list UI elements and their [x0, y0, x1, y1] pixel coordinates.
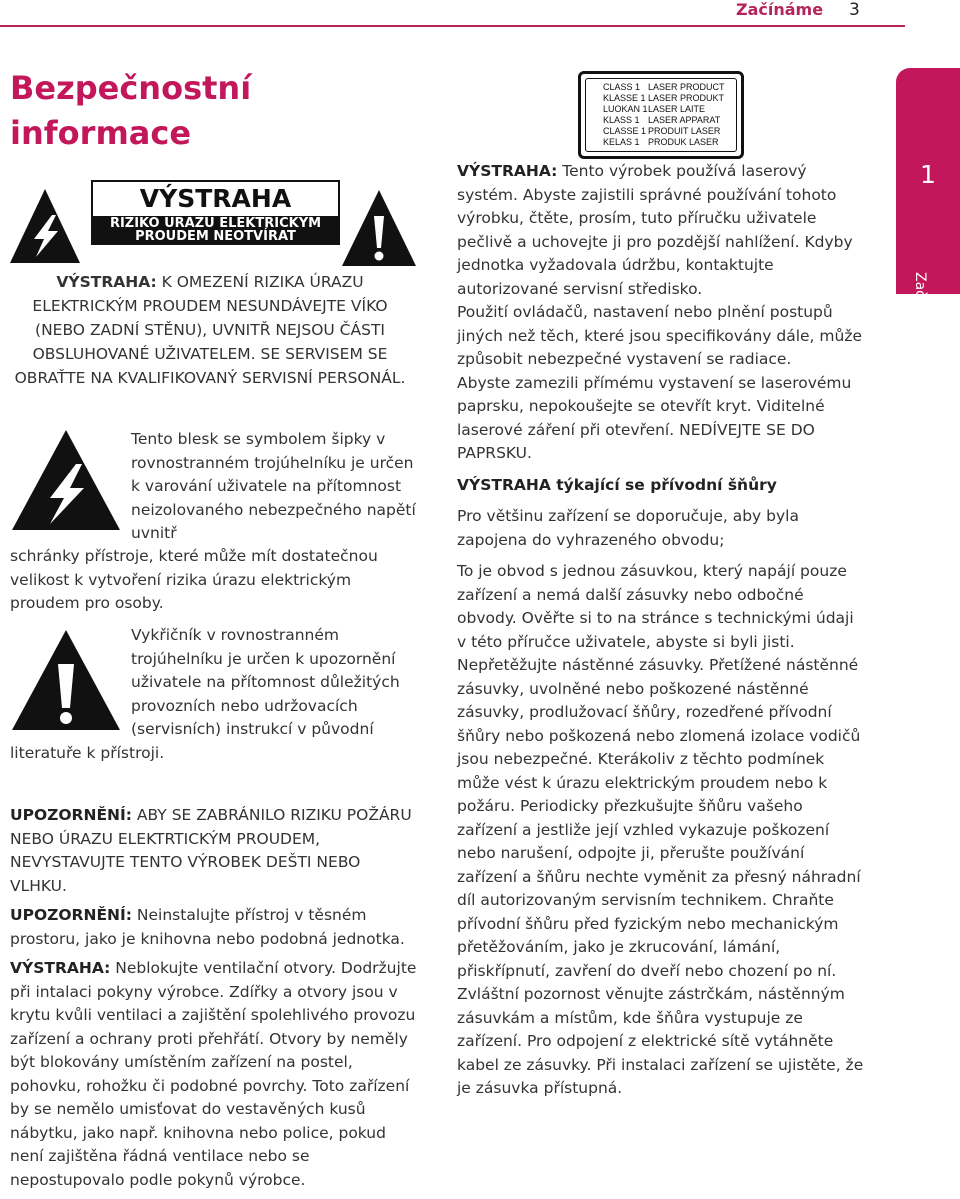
- bolt-symbol-text-cont: schránky přístroje, které může mít dostatečnou velikost k vytvoření rizika úrazu elektrickým proudem pro osoby.: [10, 547, 378, 612]
- exclamation-triangle-icon: [340, 188, 418, 268]
- chapter-number: 1: [920, 160, 936, 189]
- power-cord-heading: VÝSTRAHA týkající se přívodní šňůry: [457, 475, 777, 494]
- laser-label-row: LUOKAN 1LASER LAITE: [603, 104, 706, 114]
- page-title-line2: informace: [10, 114, 192, 152]
- laser-label-row: CLASSE 1 PRODUIT LASER: [603, 126, 721, 136]
- exclamation-symbol-text-cont: literatuře k přístroji.: [10, 744, 165, 762]
- lightning-triangle-icon: [8, 187, 82, 265]
- power-cord-para1: Pro většinu zařízení se doporučuje, aby byla zapojena do vyhrazeného obvodu;: [457, 507, 799, 549]
- laser-warning-para: VÝSTRAHA: Tento výrobek používá laserový systém. Abyste zajistili správné používání tohoto výrobku, čtěte, prosím, tuto příručku uživatele pečlivě a uchovejte ji pro pozdější nahlížení. Kdyby jednotka vyžadovala údržbu, kontaktujte autorizované servisní středisko. Použití ovládačů, nastavení nebo plnění postupů jiných než těch, které jsou specifikovány dále, může způsobit nebezpečné vystavení se radiace. Abyste zamezili přímému vystavení se laserovému paprsku, nepokoušejte se otevřít kryt. Viditelné laserové záření při otevření. NEDÍVEJTE SE DO PAPRSKU.: [457, 162, 862, 462]
- chapter-side-tab: [896, 68, 960, 342]
- warning-caps-label: VÝSTRAHA:: [56, 273, 157, 291]
- laser-class-label: [578, 71, 744, 159]
- lightning-triangle-icon: [10, 428, 122, 532]
- warning-label-heading: VÝSTRAHA: [139, 184, 292, 213]
- chapter-label: Začínáme: [912, 272, 928, 342]
- power-cord-para2: To je obvod s jednou zásuvkou, který napájí pouze zařízení a nemá další zásuvky nebo odbočné obvody. Ověřte si to na stránce s technickými údaji v této příručce uživatele, abyste si byli jisti. Nepřetěžujte nástěnné zásuvky. Přetížené nástěnné zásuvky, uvolněné nebo poškozené nástěnné zásuvky, prodlužovací šňůry, rozedřené přívodní šňůry nebo poškozená nebo zlomená izolace vodičů jsou nebezpečné. Kterákoliv z těchto podmínek může vést k úrazu elektrickým proudem nebo k požáru. Periodicky přezkušujte šňůru vašeho zařízení a jestliže její vzhled vykazuje poškození nebo narušení, odpojte ji, přerušte používání zařízení a šňůru nechte vyměnit za přesný náhradní díl autorizovaným servisním technikem. Chraňte přívodní šňůru před fyzickým nebo mechanickým přetěžováním, jako je zkrucování, lámání, přiskřípnutí, zavření do dveří nebo chození po ní. Zvláštní pozornost věnujte zástrčkám, nástěnným zásuvkám a místům, kde šňůra vystupuje ze zařízení. Pro odpojení z elektrické sítě vytáhněte kabel ze zásuvky. Při instalaci zařízení se ujistěte, že je zásuvka přístupná.: [457, 562, 864, 1097]
- warning-label-box: [91, 180, 340, 245]
- warning-label-sub2: PROUDEM NEOTVÍRAT: [135, 229, 296, 244]
- note-rain-moisture: UPOZORNĚNÍ: ABY SE ZABRÁNILO RIZIKU POŽÁRU NEBO ÚRAZU ELEKTRTICKÝM PROUDEM, NEVYSTAVUJTE TENTO VÝROBEK DEŠTI NEBO VLHKU.: [10, 806, 412, 895]
- warning-caps-body: K OMEZENÍ RIZIKA ÚRAZU ELEKTRICKÝM PROUDEM NESUNDÁVEJTE VÍKO (NEBO ZADNÍ STĚNU), UVNITŘ NEJSOU ČÁSTI OBSLUHOVANÉ UŽIVATELEM. SE SERVISEM SE OBRAŤTE NA KVALIFIKOVANÝ SERVISNÍ PERSONÁL.: [14, 273, 406, 387]
- safety-notes: [10, 804, 420, 1198]
- laser-label-row: CLASS 1 LASER PRODUCT: [603, 82, 725, 92]
- laser-label-row: KLASSE 1 LASER PRODUKT: [603, 93, 725, 103]
- warning-label-subtitle: [93, 216, 338, 244]
- warning-caps-text: [8, 270, 412, 390]
- note-ventilation: VÝSTRAHA: Neblokujte ventilační otvory. Dodržujte při intalaci pokyny výrobce. Zdířky a otvory jsou v krytu kvůli ventilaci a zajištění spolehlivého provozu zařízení a ochrany proti přehřátí. Otvory by neměly být blokovány umístěním zařízení na postel, pohovku, rohožku či podobné povrchy. Toto zařízení by se nemělo umisťovat do vestavěných kusů nábytku, jako např. knihovna nebo police, pokud není zajištěna řádná ventilace nebo se nepostupovalo podle pokynů výrobce.: [10, 959, 417, 1189]
- page-title: [10, 66, 251, 156]
- exclamation-triangle-icon: [10, 628, 122, 732]
- laser-label-row: KLASS 1 LASER APPARAT: [603, 115, 721, 125]
- warning-label-sub1: RIZIKO ÚRAZU ELEKTRICKÝM: [109, 216, 322, 231]
- right-column: [457, 160, 867, 1109]
- page-number: 3: [849, 0, 860, 20]
- note-confined-space: UPOZORNĚNÍ: Neinstalujte přístroj v těsném prostoru, jako je knihovna nebo podobná jednotka.: [10, 906, 405, 948]
- header-section-title: Začínáme: [736, 0, 824, 19]
- header-divider: [0, 25, 905, 27]
- laser-label-row: KELAS 1 PRODUK LASER: [603, 137, 719, 147]
- page-title-line1: Bezpečnostní: [10, 69, 252, 107]
- bolt-symbol-text: Tento blesk se symbolem šipky v rovnostranném trojúhelníku je určen k varování uživatele na přítomnost neizolovaného nebezpečného napětí uvnitř: [131, 430, 416, 542]
- exclamation-symbol-text: Vykřičník v rovnostranném trojúhelníku je určen k upozornění uživatele na přítomnost důležitých provozních nebo udržovacích (servisních) instrukcí v původní: [131, 626, 400, 738]
